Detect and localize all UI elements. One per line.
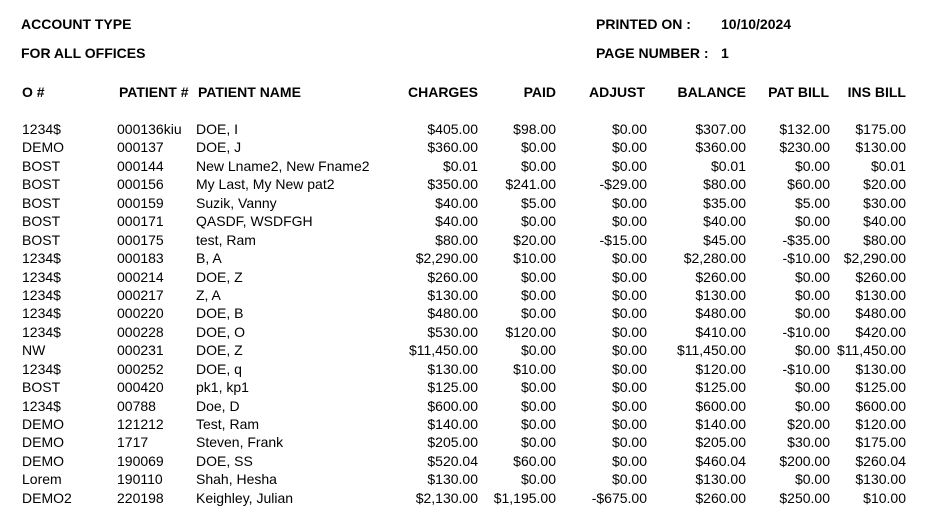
cell-ins-bill: $130.00 <box>855 286 906 303</box>
table-row <box>0 380 936 398</box>
cell-balance: $45.00 <box>703 231 746 248</box>
cell-patient-no: 000220 <box>117 305 164 322</box>
cell-patient-name: B, A <box>196 250 222 267</box>
cell-adjust: $0.00 <box>611 139 647 156</box>
table-row <box>0 233 936 251</box>
cell-ins-bill: $260.00 <box>855 268 906 285</box>
cell-patient-no: 000228 <box>117 323 164 340</box>
cell-adjust: $0.00 <box>611 471 647 488</box>
account-type-label: ACCOUNT TYPE <box>21 16 132 32</box>
cell-balance: $0.01 <box>710 157 746 174</box>
cell-balance: $260.00 <box>695 268 746 285</box>
cell-ins-bill: $20.00 <box>863 176 906 193</box>
table-row <box>0 288 936 306</box>
cell-paid: $0.00 <box>520 434 556 451</box>
report-table-body <box>0 122 936 509</box>
cell-patient-name: DOE, Z <box>196 268 243 285</box>
cell-pat-bill: $250.00 <box>779 489 830 506</box>
cell-balance: $130.00 <box>695 471 746 488</box>
cell-balance: $80.00 <box>703 176 746 193</box>
table-row <box>0 159 936 177</box>
cell-pat-bill: $20.00 <box>787 416 830 432</box>
cell-paid: $98.00 <box>513 121 556 137</box>
cell-paid: $1,195.00 <box>493 489 556 506</box>
cell-ins-bill: $120.00 <box>855 416 906 432</box>
cell-balance: $205.00 <box>695 434 746 451</box>
cell-office: DEMO <box>22 416 64 432</box>
cell-office: BOST <box>22 213 61 230</box>
cell-ins-bill: $10.00 <box>863 489 906 506</box>
cell-office: BOST <box>22 231 61 248</box>
cell-office: 1234$ <box>22 121 61 137</box>
cell-ins-bill: $2,290.00 <box>843 250 906 267</box>
cell-paid: $241.00 <box>505 176 556 193</box>
cell-charges: $600.00 <box>427 397 478 414</box>
cell-paid: $10.00 <box>513 250 556 267</box>
cell-ins-bill: $130.00 <box>855 471 906 488</box>
table-row <box>0 196 936 214</box>
cell-paid: $60.00 <box>513 452 556 469</box>
cell-paid: $0.00 <box>520 268 556 285</box>
col-header-paid: PAID <box>523 84 556 100</box>
col-header-charges: CHARGES <box>407 84 478 100</box>
cell-pat-bill: $0.00 <box>794 379 830 396</box>
cell-balance: $35.00 <box>703 194 746 211</box>
cell-adjust: $0.00 <box>611 434 647 451</box>
cell-office: Lorem <box>22 471 62 488</box>
cell-balance: $410.00 <box>695 323 746 340</box>
cell-charges: $80.00 <box>435 231 478 248</box>
cell-patient-name: Test, Ram <box>196 416 260 432</box>
cell-office: BOST <box>22 176 61 193</box>
cell-patient-name: Suzik, Vanny <box>196 194 277 211</box>
cell-patient-name: DOE, B <box>196 305 244 322</box>
cell-ins-bill: $125.00 <box>855 379 906 396</box>
cell-adjust: $0.00 <box>611 379 647 396</box>
cell-patient-no: 000214 <box>117 268 164 285</box>
cell-patient-no: 00788 <box>117 397 156 414</box>
cell-pat-bill: $230.00 <box>779 139 830 156</box>
cell-pat-bill: $200.00 <box>779 452 830 469</box>
table-row <box>0 454 936 472</box>
cell-adjust: $0.00 <box>611 157 647 174</box>
cell-pat-bill: $0.00 <box>794 213 830 230</box>
cell-paid: $10.00 <box>513 360 556 377</box>
cell-balance: $260.00 <box>695 489 746 506</box>
cell-adjust: $0.00 <box>611 250 647 267</box>
cell-ins-bill: $80.00 <box>863 231 906 248</box>
cell-office: BOST <box>22 157 61 174</box>
cell-charges: $40.00 <box>435 213 478 230</box>
cell-pat-bill: $60.00 <box>787 176 830 193</box>
printed-on-label: PRINTED ON : <box>596 16 691 32</box>
cell-adjust: $0.00 <box>611 360 647 377</box>
cell-patient-no: 000231 <box>117 342 164 359</box>
cell-pat-bill: $0.00 <box>794 342 830 359</box>
cell-ins-bill: $480.00 <box>855 305 906 322</box>
cell-paid: $20.00 <box>513 231 556 248</box>
cell-paid: $0.00 <box>520 286 556 303</box>
cell-patient-no: 000217 <box>117 286 164 303</box>
cell-office: DEMO2 <box>22 489 72 506</box>
cell-pat-bill: $0.00 <box>794 286 830 303</box>
cell-ins-bill: $40.00 <box>863 213 906 230</box>
table-row <box>0 399 936 417</box>
cell-ins-bill: $130.00 <box>855 360 906 377</box>
cell-paid: $0.00 <box>520 471 556 488</box>
cell-pat-bill: -$10.00 <box>782 250 830 267</box>
cell-charges: $0.01 <box>442 157 478 174</box>
cell-charges: $130.00 <box>427 360 478 377</box>
cell-adjust: $0.00 <box>611 194 647 211</box>
cell-patient-name: My Last, My New pat2 <box>196 176 335 193</box>
cell-balance: $125.00 <box>695 379 746 396</box>
cell-adjust: $0.00 <box>611 452 647 469</box>
cell-patient-name: Z, A <box>196 286 221 303</box>
cell-patient-no: 000183 <box>117 250 164 267</box>
cell-charges: $480.00 <box>427 305 478 322</box>
cell-adjust: -$15.00 <box>599 231 647 248</box>
cell-ins-bill: $600.00 <box>855 397 906 414</box>
cell-balance: $460.04 <box>695 452 746 469</box>
cell-paid: $0.00 <box>520 213 556 230</box>
cell-patient-no: 1717 <box>117 434 149 451</box>
cell-patient-name: Keighley, Julian <box>196 489 294 506</box>
cell-charges: $2,290.00 <box>415 250 478 267</box>
cell-balance: $130.00 <box>695 286 746 303</box>
cell-charges: $2,130.00 <box>415 489 478 506</box>
cell-adjust: $0.00 <box>611 213 647 230</box>
cell-ins-bill: $175.00 <box>855 434 906 451</box>
cell-patient-name: DOE, I <box>196 121 239 137</box>
table-row <box>0 270 936 288</box>
cell-patient-name: test, Ram <box>196 231 256 248</box>
cell-patient-name: Steven, Frank <box>196 434 284 451</box>
cell-pat-bill: $0.00 <box>794 305 830 322</box>
table-row <box>0 491 936 509</box>
cell-pat-bill: $0.00 <box>794 471 830 488</box>
cell-charges: $205.00 <box>427 434 478 451</box>
cell-patient-name: DOE, q <box>196 360 242 377</box>
cell-pat-bill: $30.00 <box>787 434 830 451</box>
cell-patient-no: 000144 <box>117 157 164 174</box>
cell-patient-name: pk1, kp1 <box>196 379 249 396</box>
cell-office: 1234$ <box>22 268 61 285</box>
cell-office: 1234$ <box>22 305 61 322</box>
table-row <box>0 177 936 195</box>
col-header-balance: BALANCE <box>677 84 746 100</box>
cell-paid: $5.00 <box>520 194 556 211</box>
cell-patient-no: 000420 <box>117 379 164 396</box>
cell-paid: $0.00 <box>520 305 556 322</box>
cell-charges: $530.00 <box>427 323 478 340</box>
table-row <box>0 417 936 435</box>
col-header-ins-bill: INS BILL <box>847 84 906 100</box>
cell-patient-no: 220198 <box>117 489 164 506</box>
cell-ins-bill: $130.00 <box>855 139 906 156</box>
cell-balance: $11,450.00 <box>676 342 746 359</box>
table-row <box>0 122 936 140</box>
cell-office: 1234$ <box>22 360 61 377</box>
cell-charges: $260.00 <box>427 268 478 285</box>
cell-paid: $0.00 <box>520 342 556 359</box>
col-header-pat-bill: PAT BILL <box>768 84 829 100</box>
cell-ins-bill: $260.04 <box>855 452 906 469</box>
cell-patient-name: DOE, Z <box>196 342 243 359</box>
cell-patient-no: 190110 <box>117 471 163 488</box>
cell-patient-name: Doe, D <box>196 397 240 414</box>
cell-adjust: $0.00 <box>611 268 647 285</box>
cell-pat-bill: -$10.00 <box>782 360 830 377</box>
cell-office: NW <box>22 342 46 359</box>
table-row <box>0 325 936 343</box>
cell-patient-name: Shah, Hesha <box>196 471 277 488</box>
cell-ins-bill: $175.00 <box>855 121 906 137</box>
cell-patient-name: DOE, O <box>196 323 246 340</box>
col-header-office: O # <box>22 84 45 100</box>
cell-charges: $40.00 <box>435 194 478 211</box>
cell-balance: $2,280.00 <box>683 250 746 267</box>
cell-charges: $125.00 <box>427 379 478 396</box>
table-row <box>0 306 936 324</box>
cell-pat-bill: -$10.00 <box>782 323 830 340</box>
cell-paid: $0.00 <box>520 416 556 432</box>
offices-label: FOR ALL OFFICES <box>21 45 146 61</box>
page-number-label: PAGE NUMBER : <box>596 45 709 61</box>
cell-office: DEMO <box>22 452 64 469</box>
cell-paid: $120.00 <box>505 323 556 340</box>
cell-office: DEMO <box>22 139 64 156</box>
table-row <box>0 472 936 490</box>
cell-adjust: $0.00 <box>611 121 647 137</box>
table-row <box>0 362 936 380</box>
cell-office: BOST <box>22 194 61 211</box>
cell-office: DEMO <box>22 434 64 451</box>
cell-patient-no: 000175 <box>117 231 164 248</box>
cell-balance: $140.00 <box>695 416 746 432</box>
cell-paid: $0.00 <box>520 157 556 174</box>
cell-patient-no: 000171 <box>117 213 164 230</box>
table-row <box>0 140 936 158</box>
cell-adjust: -$675.00 <box>591 489 647 506</box>
cell-office: 1234$ <box>22 397 61 414</box>
col-header-adjust: ADJUST <box>588 84 645 100</box>
table-row <box>0 251 936 269</box>
cell-office: 1234$ <box>22 286 61 303</box>
cell-pat-bill: -$35.00 <box>782 231 830 248</box>
cell-patient-no: 121212 <box>117 416 164 432</box>
cell-balance: $360.00 <box>695 139 746 156</box>
cell-patient-no: 000156 <box>117 176 164 193</box>
cell-patient-name: New Lname2, New Fname2 <box>196 157 370 174</box>
cell-balance: $307.00 <box>695 121 746 137</box>
col-header-patient-name: PATIENT NAME <box>198 84 301 100</box>
cell-charges: $11,450.00 <box>408 342 478 359</box>
cell-pat-bill: $0.00 <box>794 268 830 285</box>
cell-office: 1234$ <box>22 323 61 340</box>
cell-ins-bill: $0.01 <box>870 157 906 174</box>
cell-charges: $130.00 <box>427 471 478 488</box>
table-row <box>0 435 936 453</box>
printed-on-value: 10/10/2024 <box>721 16 792 32</box>
cell-balance: $120.00 <box>695 360 746 377</box>
cell-patient-no: 190069 <box>117 452 164 469</box>
cell-patient-no: 000137 <box>117 139 164 156</box>
cell-charges: $520.04 <box>427 452 478 469</box>
cell-adjust: $0.00 <box>611 342 647 359</box>
page-number-value: 1 <box>721 45 729 61</box>
cell-balance: $40.00 <box>703 213 746 230</box>
cell-office: 1234$ <box>22 250 61 267</box>
cell-patient-name: DOE, J <box>196 139 242 156</box>
cell-charges: $130.00 <box>427 286 478 303</box>
cell-adjust: $0.00 <box>611 323 647 340</box>
cell-pat-bill: $0.00 <box>794 157 830 174</box>
cell-adjust: -$29.00 <box>599 176 647 193</box>
cell-adjust: $0.00 <box>611 397 647 414</box>
cell-patient-no: 000252 <box>117 360 164 377</box>
cell-charges: $405.00 <box>427 121 478 137</box>
cell-ins-bill: $11,450.00 <box>836 342 906 359</box>
cell-paid: $0.00 <box>520 379 556 396</box>
cell-patient-no: 000159 <box>117 194 164 211</box>
cell-patient-name: DOE, SS <box>196 452 253 469</box>
cell-patient-no: 000136kiu <box>117 121 182 137</box>
cell-charges: $360.00 <box>427 139 478 156</box>
cell-pat-bill: $5.00 <box>794 194 830 211</box>
cell-pat-bill: $132.00 <box>779 121 830 137</box>
cell-adjust: $0.00 <box>611 286 647 303</box>
cell-patient-name: QASDF, WSDFGH <box>196 213 313 230</box>
cell-balance: $600.00 <box>695 397 746 414</box>
cell-adjust: $0.00 <box>611 416 647 432</box>
col-header-patient-no: PATIENT # <box>119 84 189 100</box>
cell-pat-bill: $0.00 <box>794 397 830 414</box>
cell-adjust: $0.00 <box>611 305 647 322</box>
table-row <box>0 343 936 361</box>
cell-ins-bill: $420.00 <box>855 323 906 340</box>
cell-ins-bill: $30.00 <box>863 194 906 211</box>
cell-charges: $350.00 <box>427 176 478 193</box>
cell-balance: $480.00 <box>695 305 746 322</box>
cell-paid: $0.00 <box>520 397 556 414</box>
cell-paid: $0.00 <box>520 139 556 156</box>
cell-office: BOST <box>22 379 61 396</box>
cell-charges: $140.00 <box>427 416 478 432</box>
table-row <box>0 214 936 232</box>
